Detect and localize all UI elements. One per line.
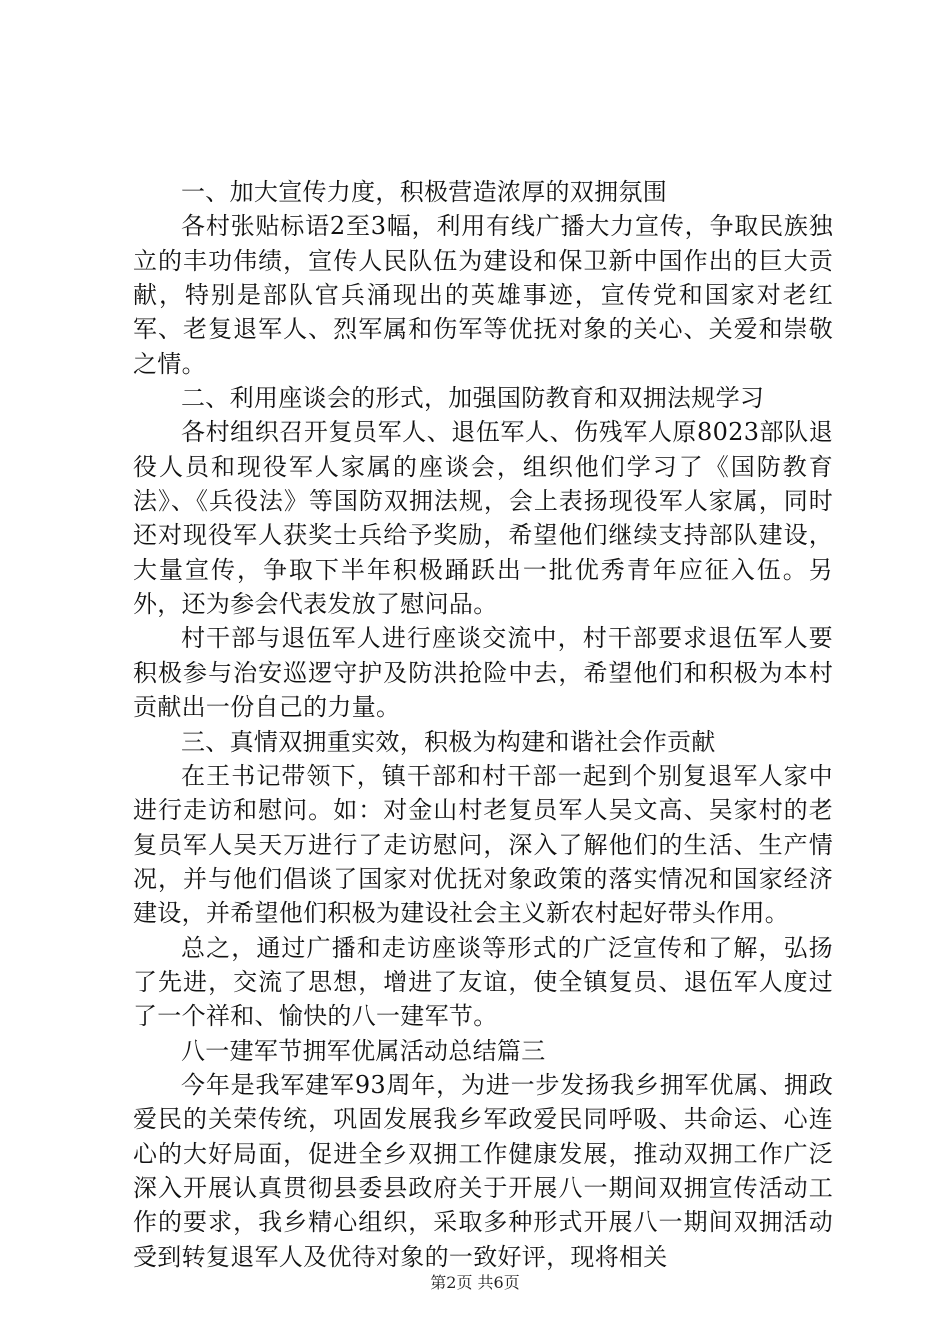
document-body (133, 175, 833, 1274)
paragraph-93rd-anniversary: 今年是我军建军93周年，为进一步发扬我乡拥军优属、拥政爱民的关荣传统，巩固发展我乡军政爱民同呼吸、共命运、心连心的大好局面，促进全乡双拥工作健康发展，推动双拥工作广泛深入开展认真贯彻县委县政府关于开展八一期间双拥宣传活动工作的要求，我乡精心组织，采取多种形式开展八一期间双拥活动受到转复退军人及优待对象的一致好评，现将相关 (133, 1070, 833, 1271)
page-footer: 第2页 共6页 (430, 1273, 520, 1292)
heading-section-1: 一、加大宣传力度，积极营造浓厚的双拥氛围 (181, 178, 667, 206)
paragraph-slogans-broadcast: 各村张贴标语2至3幅，利用有线广播大力宣传，争取民族独立的丰功伟绩，宣传人民队伍为建设和保卫新中国作出的巨大贡献，特别是部队官兵涌现出的英雄事迹，宣传党和国家对老红军、老复退军人、烈军属和伤军等优抚对象的关心、关爱和崇敬之情。 (133, 212, 833, 378)
paragraph-symposium: 各村组织召开复员军人、退伍军人、伤残军人原8023部队退役人员和现役军人家属的座谈会，组织他们学习了《国防教育法》、《兵役法》等国防双拥法规，会上表扬现役军人家属，同时还对现役军人获奖士兵给予奖励，希望他们继续支持部队建设，大量宣传，争取下半年积极踊跃出一批优秀青年应征入伍。另外，还为参会代表发放了慰问品。 (133, 418, 833, 619)
heading-section-3: 三、真情双拥重实效，积极为构建和谐社会作贡献 (181, 727, 716, 756)
paragraph-summary: 总之，通过广播和走访座谈等形式的广泛宣传和了解，弘扬了先进，交流了思想，增进了友谊，使全镇复员、退伍军人度过了一个祥和、愉快的八一建军节。 (133, 933, 833, 1031)
paragraph-visits: 在王书记带领下，镇干部和村干部一起到个别复退军人家中进行走访和慰问。如：对金山村老复员军人吴文高、吴家村的老复员军人吴天万进行了走访慰问，深入了解他们的生活、生产情况，并与他们倡谈了国家对优抚对象政策的落实情况和国家经济建设，并希望他们积极为建设社会主义新农村起好带头作用。 (133, 761, 833, 928)
heading-section-2: 二、利用座谈会的形式，加强国防教育和双拥法规学习 (181, 384, 765, 413)
heading-part-three: 八一建军节拥军优属活动总结篇三 (181, 1036, 546, 1065)
paragraph-village-cadres: 村干部与退伍军人进行座谈交流中，村干部要求退伍军人要积极参与治安巡逻守护及防洪抢险中去，希望他们和积极为本村贡献出一份自己的力量。 (133, 624, 833, 722)
